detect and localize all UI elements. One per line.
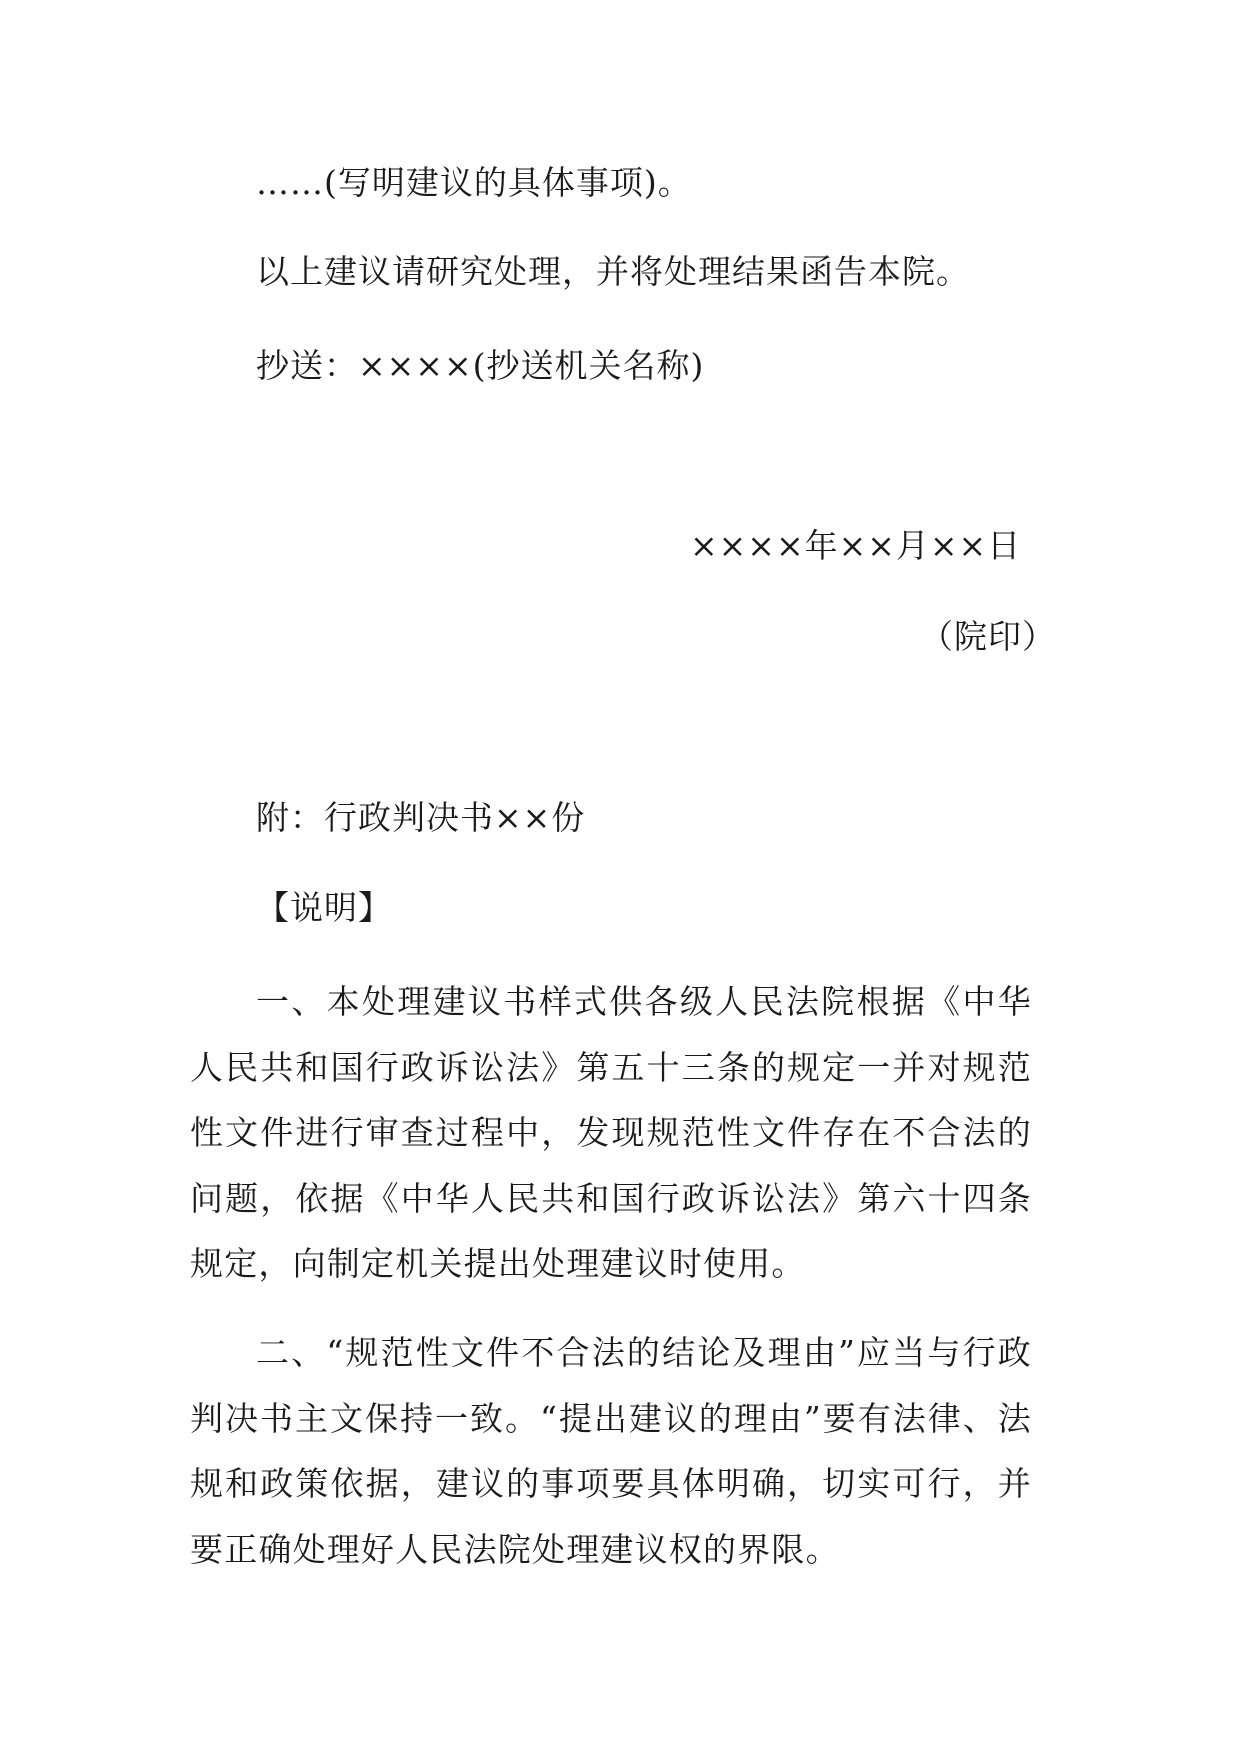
seal-line: （院印）: [920, 617, 1056, 656]
attachment-line: 附：行政判决书××份: [256, 798, 586, 837]
note-paragraph-2: 二、“规范性文件不合法的结论及理由”应当与行政判决书主文保持一致。“提出建议的理由”要有法律、法规和政策依据，建议的事项要具体明确，切实可行，并要正确处理好人民法院处理建议权的界限。: [190, 1333, 1032, 1569]
cc-line: 抄送：××××(抄送机关名称): [256, 346, 705, 385]
note-paragraph-1: 一、本处理建议书样式供各级人民法院根据《中华人民共和国行政诉讼法》第五十三条的规定一并对规范性文件进行审查过程中，发现规范性文件存在不合法的问题，依据《中华人民共和国行政诉讼法》第六十四条规定，向制定机关提出处理建议时使用。: [190, 982, 1032, 1283]
request-line: 以上建议请研究处理，并将处理结果函告本院。: [256, 252, 970, 291]
date-line: ××××年××月××日: [690, 526, 1022, 565]
suggestion-detail-line: ……(写明建议的具体事项)。: [256, 163, 692, 202]
notes-title: 【说明】: [256, 888, 392, 927]
